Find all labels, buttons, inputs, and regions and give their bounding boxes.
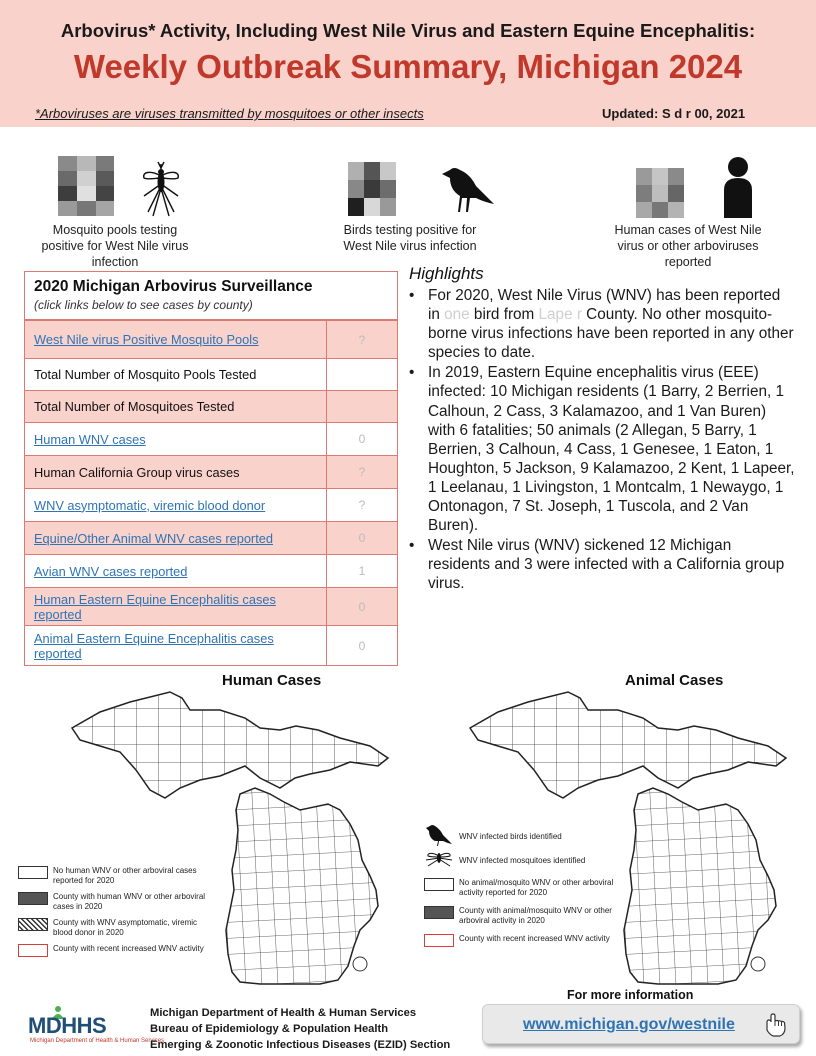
footer-organization: Michigan Department of Health & Human Services Bureau of Epidemiology & Population Health Emerging & Zoonotic Infectious Diseases (EZID) Section — [150, 1007, 451, 1051]
animal-map-legend — [424, 824, 624, 952]
surveillance-title: 2020 Michigan Arbovirus Surveillance — [34, 278, 313, 295]
legend-swatch-increased-activity — [18, 944, 48, 957]
highlights-section — [408, 264, 796, 595]
table-row — [25, 390, 397, 422]
legend-label: County with animal/mosquito WNV or other arboviral activity in 2020 — [459, 906, 612, 925]
pixelated-count-mosquito — [58, 156, 114, 216]
row-label: Total Number of Mosquito Pools Tested — [25, 359, 327, 390]
table-row — [25, 488, 397, 521]
surveillance-table — [24, 271, 398, 666]
header-subtitle: Arbovirus* Activity, Including West Nile Virus and Eastern Equine Encephalitis: — [60, 20, 756, 41]
legend-label: County with human WNV or other arboviral cases in 2020 — [53, 892, 206, 911]
table-row — [25, 625, 397, 665]
updated-date: Updated: S d r 00, 2021 — [602, 106, 746, 121]
row-value — [327, 359, 397, 390]
legend-label: No animal/mosquito WNV or other arboviral activity reported for 2020 — [459, 878, 614, 897]
table-row — [25, 455, 397, 488]
legend-swatch-blood-donor — [18, 918, 48, 931]
mdhhs-logo — [28, 1005, 165, 1047]
human-eee-link[interactable]: Human Eastern Equine Encephalitis cases reported — [25, 588, 327, 625]
redacted-text: one — [444, 306, 470, 324]
westnile-link-button[interactable] — [482, 1004, 800, 1044]
human-map-title: Human Cases — [222, 672, 322, 689]
animal-eee-link[interactable]: Animal Eastern Equine Encephalitis cases reported — [25, 626, 327, 665]
mosquito-pools-link[interactable]: West Nile virus Positive Mosquito Pools — [25, 321, 327, 358]
table-row — [25, 358, 397, 390]
pixelated-count-birds — [348, 162, 396, 216]
legend-label: County with WNV asymptomatic, viremic blood donor in 2020 — [53, 918, 198, 937]
equine-wnv-link[interactable]: Equine/Other Animal WNV cases reported — [25, 522, 327, 554]
row-value: 0 — [358, 638, 366, 653]
page-title: Weekly Outbreak Summary, Michigan 2024 — [73, 48, 743, 85]
bird-caption: Birds testing positive for West Nile virus infection — [343, 223, 477, 253]
row-value: 0 — [358, 599, 366, 614]
highlight-item: • West Nile virus (WNV) sickened 12 Michigan residents and 3 were infected with a California group virus. — [408, 536, 796, 593]
redacted-text: Lape r — [538, 306, 582, 324]
highlight-item: • In 2019, Eastern Equine encephalitis virus (EEE) infected: 10 Michigan residents (1 Barry, 2 Berrien, 1 Calhoun, 2 Cass, 3 Kalamazoo, and 1 Van Buren) with 6 fatalities; 50 animals (2 Allegan, 5 Barry, 1 Berrien, 3 Calhoun, 4 Cass, 1 Genesee, 1 Eaton, 1 Houghton, 5 Jackson, 9 Kalamazoo, 2 Kent, 1 Lapeer, 1 Leelanau, 1 Livingston, 1 Montcalm, 1 Newaygo, 1 Ontonagon, 7 St. Joseph, 1 Tuscola, and 2 Van Buren). — [408, 363, 796, 535]
person-caption: Human cases of West Nile virus or other arboviruses reported — [614, 223, 762, 269]
bird-icon — [440, 164, 496, 218]
blood-donor-link[interactable]: WNV asymptomatic, viremic blood donor — [25, 489, 327, 521]
row-value: 0 — [358, 432, 366, 446]
animal-map-title: Animal Cases — [625, 672, 724, 689]
legend-mosquito-icon — [424, 850, 454, 868]
legend-swatch-none — [424, 878, 454, 891]
avian-wnv-link[interactable]: Avian WNV cases reported — [25, 555, 327, 587]
legend-swatch-animal-case — [424, 906, 454, 919]
table-row — [25, 320, 397, 358]
legend-swatch-increased-activity — [424, 934, 454, 947]
mosquito-caption: Mosquito pools testing positive for West Nile virus infection — [41, 223, 189, 269]
row-value: ? — [358, 465, 366, 479]
highlight-item: • For 2020, West Nile Virus (WNV) has been reported in one bird from Lape r County. No other mosquito-borne virus infections have been reported in any other species to date. — [408, 286, 796, 362]
legend-label: WNV infected birds identified — [459, 832, 562, 841]
human-map-legend — [18, 866, 218, 966]
legend-label: County with recent increased WNV activity — [53, 944, 204, 953]
legend-bird-icon — [424, 824, 454, 846]
human-wnv-link[interactable]: Human WNV cases — [25, 423, 327, 455]
table-row — [25, 587, 397, 625]
legend-label: WNV infected mosquitoes identified — [459, 856, 586, 865]
row-value: ? — [358, 498, 366, 512]
table-row — [25, 554, 397, 587]
legend-swatch-none — [18, 866, 48, 879]
logo-text: MDHHS — [28, 1013, 107, 1038]
table-row — [25, 422, 397, 455]
surveillance-subtitle: (click links below to see cases by county) — [34, 298, 253, 312]
pointer-hand-icon — [763, 1012, 791, 1038]
mosquito-icon — [140, 160, 182, 218]
legend-label: County with recent increased WNV activity — [459, 934, 610, 943]
row-value: ? — [358, 332, 366, 347]
highlights-heading: Highlights — [409, 264, 484, 283]
more-info-label: For more information — [567, 988, 694, 1002]
row-value: 1 — [358, 564, 366, 578]
surveillance-header — [25, 272, 397, 320]
row-label: Human California Group virus cases — [25, 456, 327, 488]
row-value: 0 — [358, 531, 366, 545]
row-label: Total Number of Mosquitoes Tested — [25, 391, 327, 422]
pixelated-count-humans — [636, 168, 684, 218]
table-row — [25, 521, 397, 554]
header-banner — [0, 0, 816, 127]
westnile-url[interactable]: www.michigan.gov/westnile — [523, 1016, 735, 1033]
legend-swatch-human-case — [18, 892, 48, 905]
legend-label: No human WNV or other arboviral cases reported for 2020 — [53, 866, 197, 885]
person-icon — [720, 156, 756, 218]
row-value — [327, 391, 397, 422]
arbovirus-footnote: *Arboviruses are viruses transmitted by mosquitoes or other insects — [35, 106, 424, 121]
logo-subtext: Michigan Department of Health & Human Services — [30, 1038, 165, 1044]
